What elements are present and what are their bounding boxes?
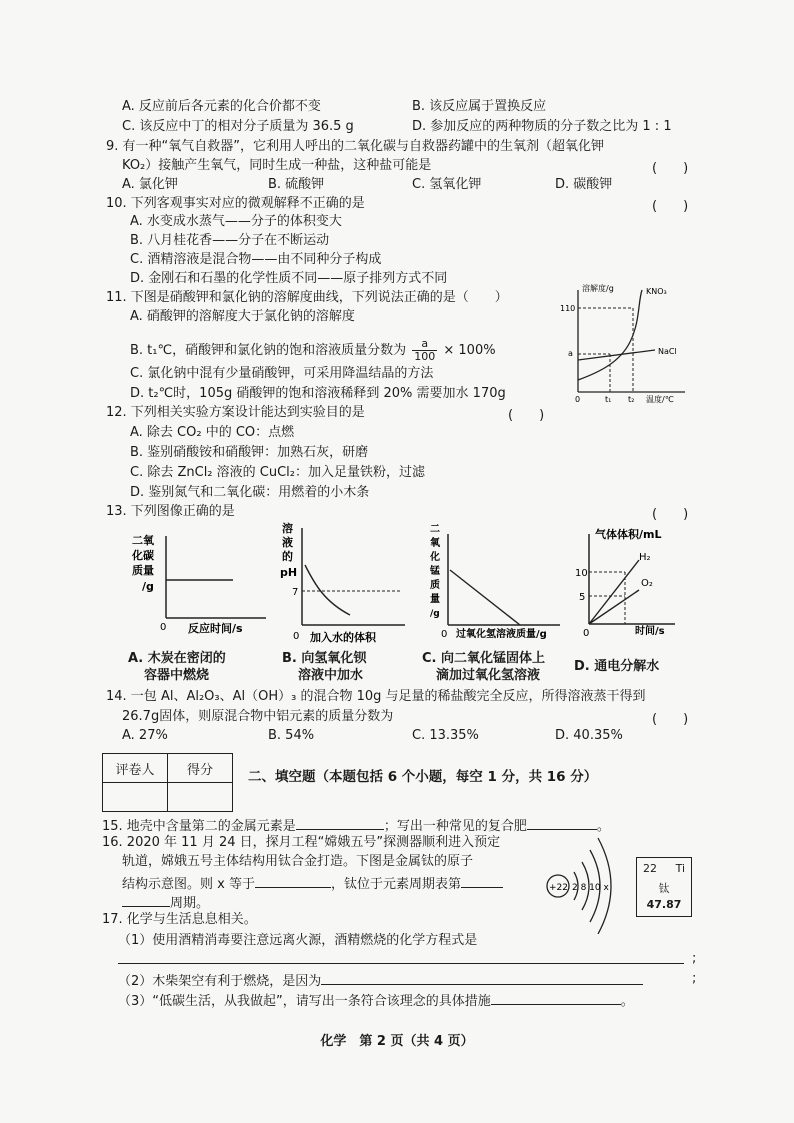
chart-b [280, 520, 410, 645]
q17-sub1: （1）使用酒精消毒要注意远离火源，酒精燃烧的化学方程式是 [118, 933, 478, 948]
score-table [102, 753, 233, 812]
q12-option-c: C. 除去 ZnCl₂ 溶液的 CuCl₂：加入足量铁粉，过滤 [130, 465, 426, 480]
q14-option-b: B. 54% [268, 728, 315, 743]
nucleus-charge: +22 [549, 883, 568, 893]
q16-line2: 轨道，嫦娥五号主体结构用钛合金打造。下图是金属钛的原子 [122, 854, 474, 869]
q16-line4 [122, 892, 209, 913]
solubility-ylabel: 溶解度/g [582, 284, 614, 293]
chart-c-ylabel-7: /g [430, 609, 440, 619]
q15-text-1: 15. 地壳中含量第二的金属元素是 [102, 819, 296, 834]
chart-b-xlabel: 加入水的体积 [310, 631, 376, 644]
q11-fraction [412, 338, 437, 363]
kno3-label: KNO₃ [646, 287, 667, 296]
q16-line3-text-2: ，钛位于元素周期表第 [330, 877, 461, 892]
q17-sub2 [118, 970, 643, 991]
chart-c-ylabel-4: 锰 [430, 566, 440, 577]
chart-c-ylabel-3: 化 [430, 552, 440, 563]
chart-a [126, 528, 276, 638]
solubility-tick-110: 110 [560, 304, 576, 313]
chart-a-ylabel-3: 质量 [132, 564, 154, 577]
q8-option-b: B. 该反应属于置换反应 [412, 99, 547, 114]
q14-answer-paren[interactable]: ( ) [652, 712, 689, 727]
chart-c-xlabel: 过氧化氢溶液质量/g [456, 629, 547, 640]
q15-blank-2[interactable] [527, 815, 597, 830]
electron-counts: 2 8 10 x [572, 883, 609, 893]
atom-structure-diagram [546, 834, 626, 934]
chart-d-tick-10: 10 [575, 568, 588, 579]
q12-answer-paren[interactable]: ( ) [508, 408, 545, 423]
chart-c-caption-1: C. 向二氧化锰固体上 [422, 651, 546, 666]
q10-answer-paren[interactable]: ( ) [652, 199, 689, 214]
q17-sub2-blank[interactable] [321, 970, 643, 985]
solubility-tick-a: a [568, 349, 573, 358]
q8-option-a: A. 反应前后各元素的化合价都不变 [122, 99, 321, 114]
q9-option-d: D. 碳酸钾 [555, 177, 613, 192]
q11-option-d: D. t₂℃时，105g 硝酸钾的饱和溶液稀释到 20% 需要加水 170g [130, 386, 506, 401]
titanium-element-card [636, 857, 692, 917]
q15-text-3: 。 [596, 819, 610, 834]
chart-d-xlabel: 时间/s [635, 626, 665, 637]
q11-option-b [130, 338, 496, 363]
chart-d-o2-series [589, 590, 639, 624]
q17-sub3-text: （3）“低碳生活，从我做起”，请写出一条符合该理念的具体措施 [118, 994, 491, 1009]
q10-stem: 10. 下列客观事实对应的微观解释不正确的是 [106, 196, 365, 211]
chart-d-ylabel: 气体体积/mL [595, 528, 662, 541]
q9-stem-line1: 9. 有一种“氧气自救器”，它利用人呼出的二氧化碳与自救器药罐中的生氧剂（超氧化钾 [106, 139, 605, 154]
q16-blank-period-cont [122, 892, 170, 907]
q14-option-c: C. 13.35% [412, 728, 479, 743]
chart-c-origin: 0 [441, 629, 448, 640]
q10-option-a: A. 水变成水蒸气——分子的体积变大 [130, 214, 342, 229]
chart-a-ylabel-4: /g [142, 580, 154, 593]
chart-b-tick-7: 7 [292, 587, 299, 598]
q16-line3-text-1: 结构示意图。则 x 等于 [122, 877, 255, 892]
score-table-score-label: 得分 [168, 754, 233, 783]
chart-b-ylabel-3: 的 [282, 550, 293, 563]
q11-fraction-numerator: a [412, 338, 437, 351]
chart-a-ylabel-1: 二氧 [132, 534, 154, 547]
q17-sub2-semicolon: ; [692, 971, 697, 986]
element-number: 22 [643, 862, 657, 875]
chart-d-o2-label: O₂ [641, 578, 653, 589]
q15-blank-1[interactable] [296, 815, 384, 830]
nacl-label: NaCl [658, 347, 677, 356]
chart-c [420, 520, 570, 645]
q11-option-c: C. 氯化钠中混有少量硝酸钾，可采用降温结晶的方法 [130, 366, 434, 381]
chart-d-tick-5: 5 [579, 592, 586, 603]
q17-sub3 [118, 990, 634, 1011]
q11-stem: 11. 下图是硝酸钾和氯化钠的溶解度曲线，下列说法正确的是（ ） [106, 290, 508, 305]
chart-c-ylabel-5: 质 [430, 580, 440, 591]
q12-option-a: A. 除去 CO₂ 中的 CO：点燃 [130, 425, 295, 440]
chart-d-h2-series [589, 560, 639, 624]
q9-option-c: C. 氢氧化钾 [412, 177, 482, 192]
q8-option-d: D. 参加反应的两种物质的分子数之比为 1 : 1 [412, 119, 672, 134]
q9-answer-paren[interactable]: ( ) [652, 161, 689, 176]
chart-a-caption-2: 容器中燃烧 [144, 668, 210, 683]
q9-option-a: A. 氯化钾 [122, 177, 178, 192]
q10-option-c: C. 酒精溶液是混合物——由不同种分子构成 [130, 252, 382, 267]
solubility-tick-t2: t₂ [628, 395, 635, 404]
q11-option-b-suffix: × 100% [443, 343, 496, 358]
q16-line4-text: 周期。 [170, 896, 210, 911]
q17-sub3-period: 。 [620, 994, 634, 1009]
solubility-graph [560, 282, 690, 407]
q15-line [102, 815, 610, 836]
q8-option-c: C. 该反应中丁的相对分子质量为 36.5 g [122, 119, 354, 134]
chart-d-origin: 0 [583, 628, 590, 639]
q12-stem: 12. 下列相关实验方案设计能达到实验目的是 [106, 405, 365, 420]
q17-sub3-blank[interactable] [491, 990, 621, 1005]
q17-sub1-blank[interactable] [118, 963, 684, 964]
q12-option-d: D. 鉴别氮气和二氧化碳：用燃着的小木条 [130, 485, 370, 500]
solubility-origin: 0 [575, 395, 581, 404]
chart-c-caption-2: 滴加过氧化氢溶液 [436, 668, 541, 683]
chart-b-caption-2: 溶液中加水 [298, 668, 364, 683]
q13-stem: 13. 下列图像正确的是 [106, 504, 235, 519]
q14-option-d: D. 40.35% [555, 728, 623, 743]
chart-c-ylabel-2: 氧 [430, 538, 440, 549]
q11-fraction-denominator: 100 [414, 350, 436, 363]
chart-d-caption: D. 通电分解水 [574, 659, 660, 674]
q17-sub1-semicolon: ; [692, 951, 697, 966]
q13-answer-paren[interactable]: ( ) [652, 507, 689, 522]
page-footer: 化学 第 2 页（共 4 页） [320, 1034, 474, 1049]
q16-line1: 16. 2020 年 11 月 24 日，探月工程“嫦娥五号”探测器顺利进入预定 [102, 835, 501, 850]
chart-d [575, 526, 695, 641]
chart-b-origin: 0 [293, 631, 300, 642]
section2-title: 二、填空题（本题包括 6 个小题，每空 1 分，共 16 分） [248, 769, 598, 785]
q16-blank-period[interactable] [461, 873, 503, 888]
q14-option-a: A. 27% [122, 728, 168, 743]
q9-option-b: B. 硫酸钾 [268, 177, 325, 192]
q16-blank-x[interactable] [255, 873, 331, 888]
q9-stem-line2: KO₂）接触产生氧气，同时生成一种盐，这种盐可能是 [122, 158, 432, 173]
q10-option-b: B. 八月桂花香——分子在不断运动 [130, 233, 330, 248]
q17-sub2-text: （2）木柴架空有利于燃烧，是因为 [118, 974, 322, 989]
chart-c-ylabel-6: 量 [430, 594, 440, 605]
solubility-xlabel: 温度/℃ [646, 395, 674, 404]
chart-b-ylabel-1: 溶 [282, 522, 293, 535]
element-name: 钛 [658, 882, 670, 895]
chart-b-ylabel-4: pH [280, 566, 298, 579]
chart-a-ylabel-2: 化碳 [132, 549, 154, 562]
q14-stem-line1: 14. 一包 Al、Al₂O₃、Al（OH）₃ 的混合物 10g 与足量的稀盐酸完全反应，所得溶液蒸干得到 [106, 689, 646, 704]
chart-a-caption-1: A. 木炭在密闭的 [128, 651, 226, 666]
score-table-score-cell[interactable] [168, 783, 233, 812]
score-table-reviewer-cell[interactable] [103, 783, 168, 812]
q10-option-d: D. 金刚石和石墨的化学性质不同——原子排列方式不同 [130, 271, 448, 286]
element-mass: 47.87 [646, 898, 682, 911]
solubility-tick-t1: t₁ [605, 395, 612, 404]
q11-option-a: A. 硝酸钾的溶解度大于氯化钠的溶解度 [130, 309, 355, 324]
q15-text-2: ；写出一种常见的复合肥 [383, 819, 527, 834]
score-table-reviewer-label: 评卷人 [103, 754, 168, 783]
q11-option-b-text: B. t₁℃，硝酸钾和氯化钠的饱和溶液质量分数为 [130, 343, 407, 358]
chart-b-series [305, 565, 350, 615]
q14-stem-line2: 26.7g固体，则原混合物中铝元素的质量分数为 [122, 709, 394, 724]
chart-a-xlabel: 反应时间/s [188, 622, 243, 635]
element-symbol: Ti [675, 862, 685, 875]
q16-line3 [122, 873, 503, 894]
chart-c-ylabel-1: 二 [430, 524, 440, 535]
chart-b-caption-1: B. 向氢氧化钡 [282, 651, 367, 666]
chart-b-ylabel-2: 液 [282, 536, 293, 549]
chart-d-h2-label: H₂ [639, 552, 651, 563]
q12-option-b: B. 鉴别硝酸铵和硝酸钾：加熟石灰，研磨 [130, 445, 369, 460]
q17-stem: 17. 化学与生活息息相关。 [102, 912, 257, 927]
chart-a-origin: 0 [160, 622, 167, 633]
chart-c-series [450, 570, 520, 625]
